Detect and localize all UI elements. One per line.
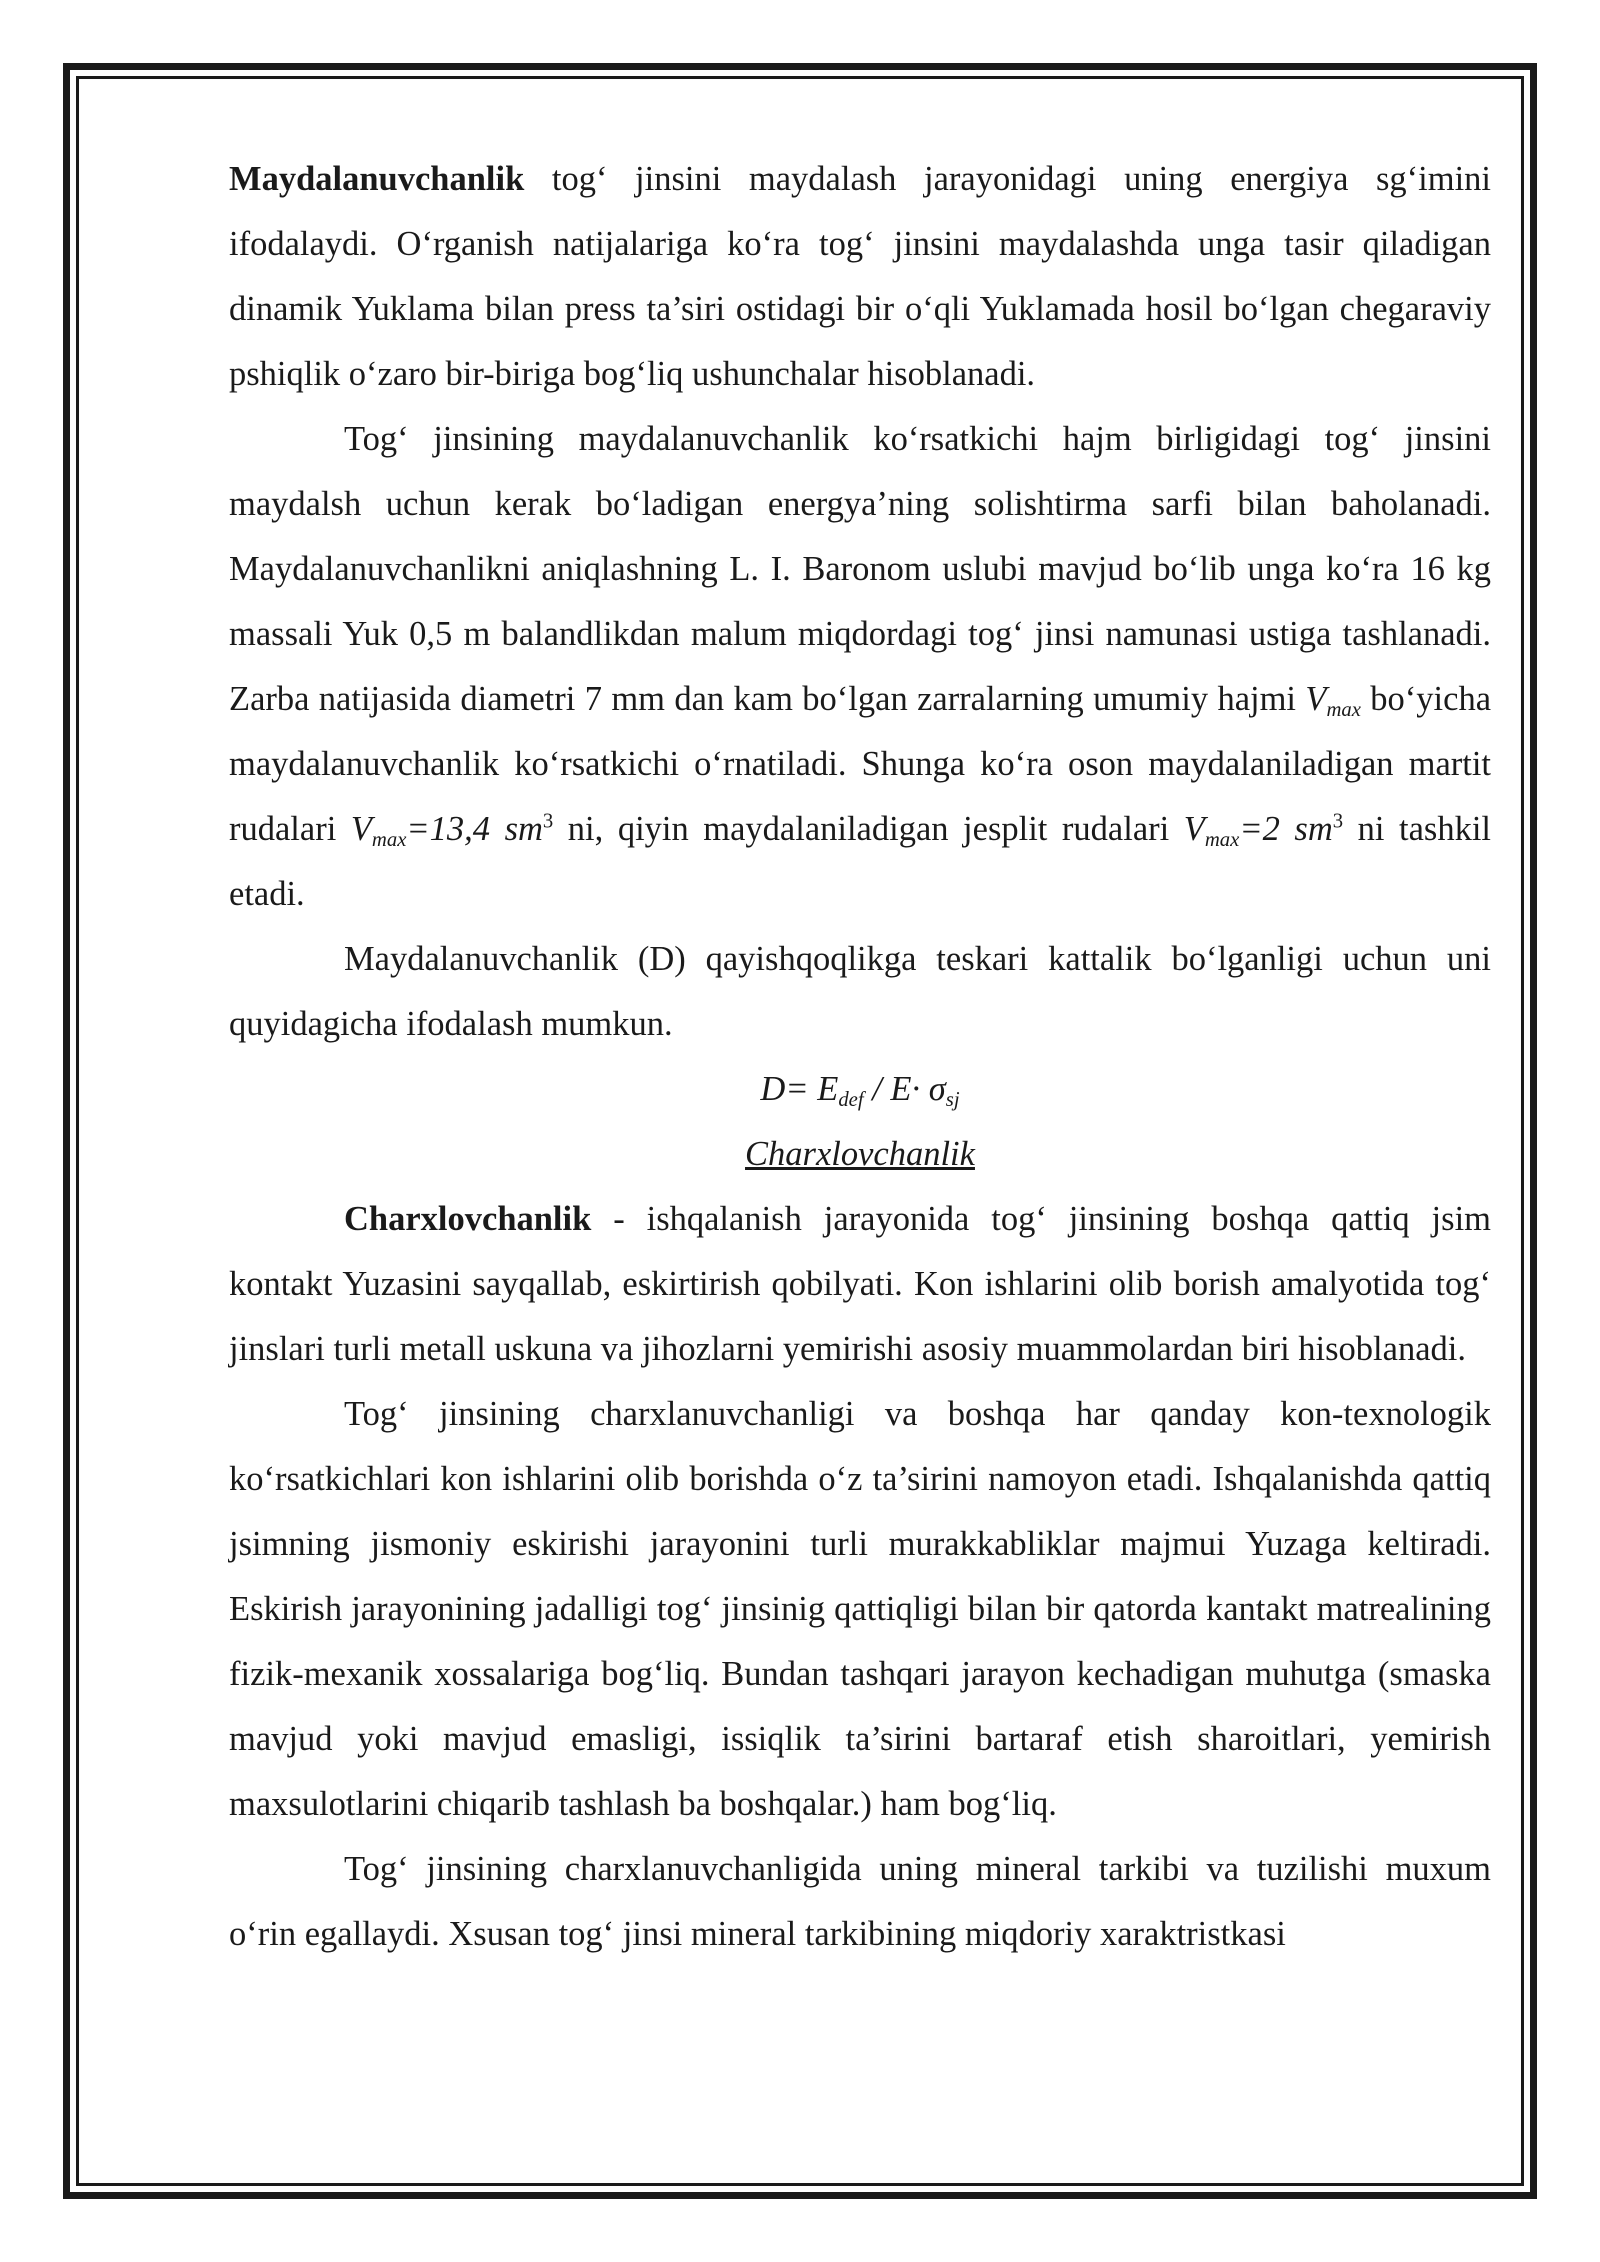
formula-mid: / E· σ bbox=[863, 1070, 946, 1108]
paragraph-text: bo‘yicha maydalanuvchanlik ko‘rsatkichi o‘rnatiladi. Shunga ko‘ra oson maydalaniladigan martit rudalari bbox=[229, 680, 1492, 848]
term-charxlovchanlik: Charxlovchanlik bbox=[344, 1200, 592, 1238]
symbol-superscript: 3 bbox=[1332, 810, 1344, 833]
formula bbox=[229, 1057, 1491, 1122]
paragraph-text: Tog‘ jinsining maydalanuvchanlik ko‘rsatkichi hajm birligidagi tog‘ jinsini maydalsh uchun kerak bo‘ladigan energya’ning solishtirma sarfi bilan baholanadi. Maydalanuvchanlikni aniqlashning L. I. Baronom uslubi mavjud bo‘lib unga ko‘ra 16 kg massali Yuk 0,5 m balandlikdan malum miqdordagi tog‘ jinsi namunasi ustiga tashlanadi. Zarba natijasida diametri 7 mm dan kam bo‘lgan zarralarning umumiy hajmi bbox=[229, 420, 1491, 718]
symbol-subscript: max bbox=[1326, 698, 1361, 721]
term-maydalanuvchanlik: Maydalanuvchanlik bbox=[229, 160, 525, 198]
paragraph-formula-intro: Maydalanuvchanlik (D) qayishqoqlikga teskari kattalik bo‘lganligi uchun uni quyidagicha ifodalash mumkun. bbox=[229, 940, 1491, 1043]
paragraph-maydalanuvchanlik-indicator bbox=[229, 407, 1491, 927]
section-heading: Charxlovchanlik bbox=[745, 1135, 975, 1173]
paragraph-text: - ishqalanish jarayonida tog‘ jinsining boshqa qattiq jsim kontakt Yuzasini sayqallab, eskirtirish qobilyati. Kon ishlarini olib borish amalyotida tog‘ jinslari turli metall uskuna va jihozlarni yemirishi asosiy muammolardan biri hisoblanadi. bbox=[229, 1200, 1491, 1368]
formula-subscript-def: def bbox=[838, 1088, 864, 1111]
paragraph-text: tog‘ jinsini maydalash jarayonidagi uning energiya sg‘imini ifodalaydi. O‘rganish natijalariga ko‘ra tog‘ jinsini maydalashda unga tasir qiladigan dinamik Yuklama bilan press ta’siri ostidagi bir o‘qli Yuklamada hosil bo‘lgan chegaraviy pshiqlik o‘zaro bir-biriga bog‘liq ushunchalar hisoblanadi. bbox=[229, 160, 1491, 393]
symbol-subscript: max bbox=[371, 828, 407, 851]
formula-lhs: D= E bbox=[760, 1070, 839, 1108]
symbol-subscript: max bbox=[1204, 828, 1240, 851]
paragraph-charxlovchanlik bbox=[229, 1187, 1491, 1382]
paragraph-charxlanuvchanlik-factors: Tog‘ jinsining charxlanuvchanligi va boshqa har qanday kon-texnologik ko‘rsatkichlari kon ishlarini olib borishda o‘z ta’sirini namoyon etadi. Ishqalanishda qattiq jsimning jismoniy eskirishi jarayonini turli murakkabliklar majmui Yuzaga keltiradi. Eskirish jarayonining jadalligi tog‘ jinsinig qattiqligi bilan bir qatorda kantakt matrealining fizik-mexanik xossalariga bog‘liq. Bundan tashqari jarayon kechadigan muhutga (smaska mavjud yoki mavjud emasligi, issiqlik ta’sirini bartaraf etish sharoitlari, yemirish maxsulotlarini chiqarib tashlash ba boshqalar.) ham bog‘liq. bbox=[229, 1395, 1491, 1823]
symbol-v: V bbox=[1183, 810, 1205, 848]
value-jesplit: =2 sm bbox=[1239, 810, 1333, 848]
paragraph-maydalanuvchanlik bbox=[229, 147, 1491, 407]
symbol-superscript: 3 bbox=[542, 810, 554, 833]
document-body bbox=[229, 147, 1491, 1967]
symbol-v: V bbox=[1305, 680, 1327, 718]
symbol-v: V bbox=[350, 810, 372, 848]
paragraph-mineral-composition: Tog‘ jinsining charxlanuvchanligida uning mineral tarkibi va tuzilishi muxum o‘rin egallaydi. Xsusan tog‘ jinsi mineral tarkibining miqdoriy xaraktristkasi bbox=[229, 1850, 1491, 1953]
paragraph-text: ni, qiyin maydalaniladigan jesplit rudalari bbox=[553, 810, 1184, 848]
formula-subscript-sj: sj bbox=[945, 1088, 960, 1111]
paragraph-text: ni tashkil etadi. bbox=[229, 810, 1491, 913]
value-martit: =13,4 sm bbox=[406, 810, 543, 848]
